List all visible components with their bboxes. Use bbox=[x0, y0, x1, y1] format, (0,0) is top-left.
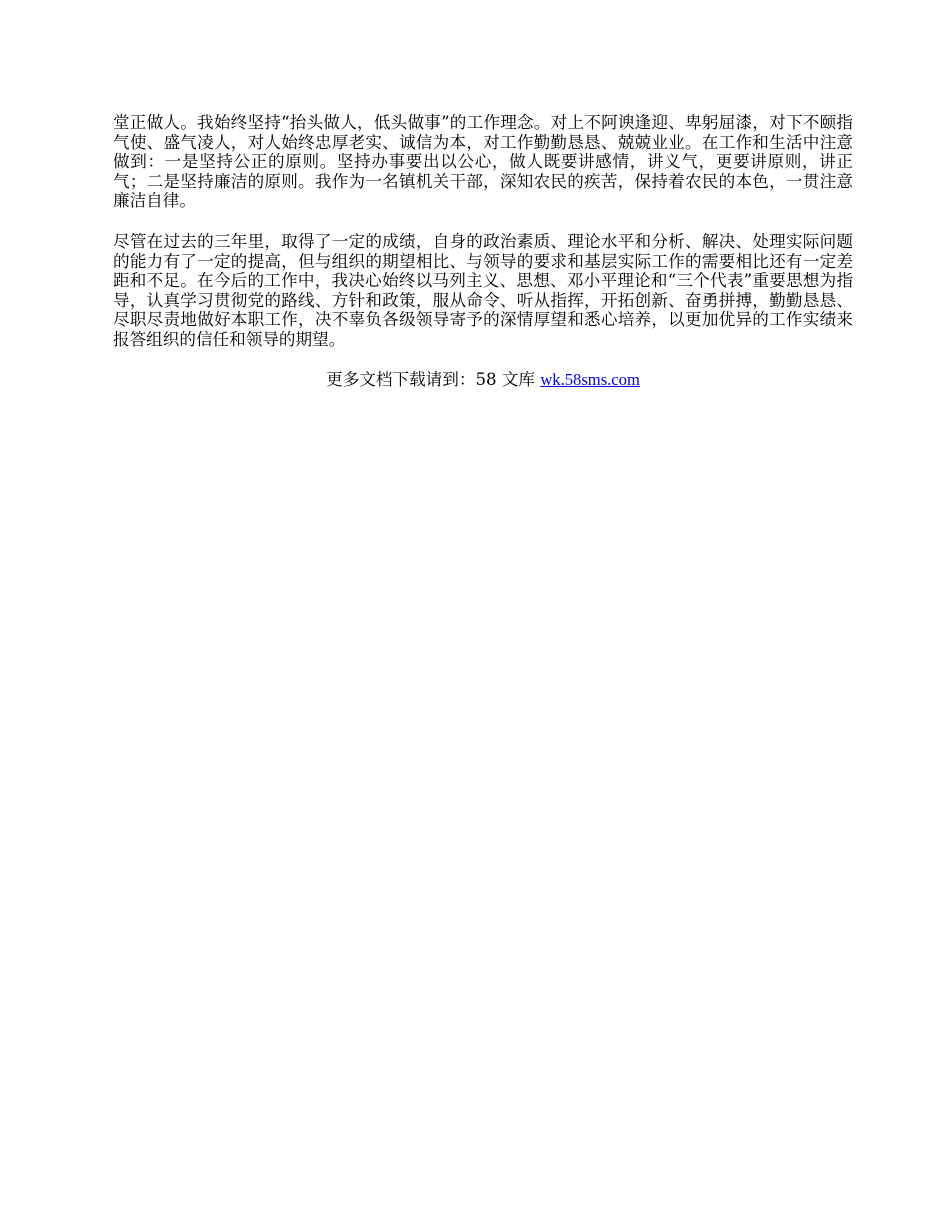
paragraph-1: 堂正做人。我始终坚持“抬头做人，低头做事”的工作理念。对上不阿谀逢迎、卑躬屈漆，对下不颐指气使、盛气凌人，对人始终忠厚老实、诚信为本，对工作勤勤恳恳、兢兢业业。在工作和生活中注意做到：一是坚持公正的原则。坚持办事要出以公心，做人既要讲感情，讲义气，更要讲原则，讲正气；二是坚持廉洁的原则。我作为一名镇机关干部，深知农民的疾苦，保持着农民的本色，一贯注意廉洁自律。 bbox=[113, 113, 853, 211]
download-footer bbox=[113, 370, 853, 390]
footer-link[interactable]: wk.58sms.com bbox=[540, 369, 640, 389]
paragraph-2: 尽管在过去的三年里，取得了一定的成绩，自身的政治素质、理论水平和分析、解决、处理实际问题的能力有了一定的提高，但与组织的期望相比、与领导的要求和基层实际工作的需要相比还有一定差距和不足。在今后的工作中，我决心始终以马列主义、思想、邓小平理论和“三个代表”重要思想为指导，认真学习贯彻党的路线、方针和政策，服从命令、听从指挥，开拓创新、奋勇拼搏，勤勤恳恳、尽职尽责地做好本职工作，决不辜负各级领导寄予的深情厚望和悉心培养，以更加优异的工作实绩来报答组织的信任和领导的期望。 bbox=[113, 231, 853, 349]
footer-text: 更多文档下载请到：58 文库 bbox=[326, 369, 541, 389]
document-body bbox=[113, 113, 853, 390]
